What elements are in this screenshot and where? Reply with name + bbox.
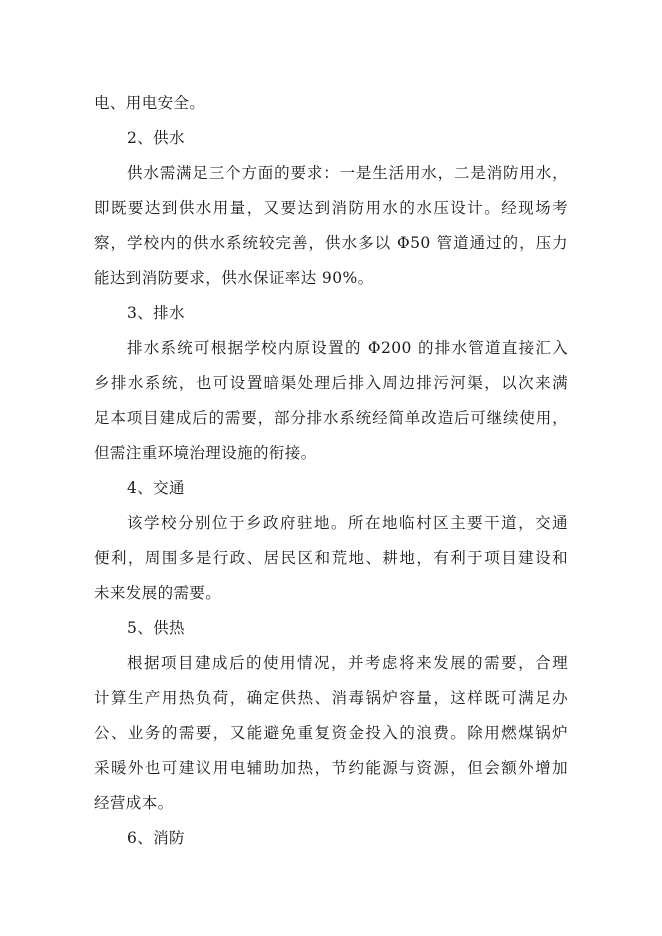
- paragraph-line: 公、业务的需要，又能避免重复资金投入的浪费。除用燃煤锅炉: [94, 724, 568, 742]
- section-heading-fire-protection: 6、消防: [127, 829, 185, 847]
- paragraph-line: 经营成本。: [94, 794, 174, 812]
- paragraph-line: 该学校分别位于乡政府驻地。所在地临村区主要干道，交通: [127, 514, 568, 532]
- paragraph-line: 但需注重环境治理设施的衔接。: [94, 444, 317, 462]
- section-heading-transport: 4、交通: [127, 479, 185, 497]
- section-heading-water-supply: 2、供水: [127, 129, 185, 147]
- paragraph-line: 计算生产用热负荷，确定供热、消毒锅炉容量，这样既可满足办: [94, 689, 568, 707]
- paragraph-line: 排水系统可根据学校内原设置的 Φ200 的排水管道直接汇入: [127, 339, 568, 357]
- section-heading-heating: 5、供热: [127, 619, 185, 637]
- paragraph-line: 察，学校内的供水系统较完善，供水多以 Φ50 管道通过的，压力: [94, 234, 568, 252]
- paragraph-line: 根据项目建成后的使用情况，并考虑将来发展的需要，合理: [127, 654, 568, 672]
- paragraph-line: 采暖外也可建议用电辅助加热，节约能源与资源，但会额外增加: [94, 759, 568, 777]
- paragraph-line: 足本项目建成后的需要，部分排水系统经简单改造后可继续使用，: [94, 409, 568, 427]
- paragraph-line: 能达到消防要求，供水保证率达 90%。: [94, 269, 374, 287]
- paragraph-line: 供水需满足三个方面的要求：一是生活用水，二是消防用水，: [127, 164, 568, 182]
- paragraph-line: 乡排水系统，也可设置暗渠处理后排入周边排污河渠，以次来满: [94, 374, 568, 392]
- paragraph-line: 便利，周围多是行政、居民区和荒地、耕地，有利于项目建设和: [94, 549, 568, 567]
- paragraph-line: 未来发展的需要。: [94, 584, 222, 602]
- paragraph-line: 即既要达到供水用量，又要达到消防用水的水压设计。经现场考: [94, 199, 568, 217]
- paragraph-line: 电、用电安全。: [94, 94, 206, 112]
- section-heading-drainage: 3、排水: [127, 304, 185, 322]
- document-body: [94, 86, 568, 856]
